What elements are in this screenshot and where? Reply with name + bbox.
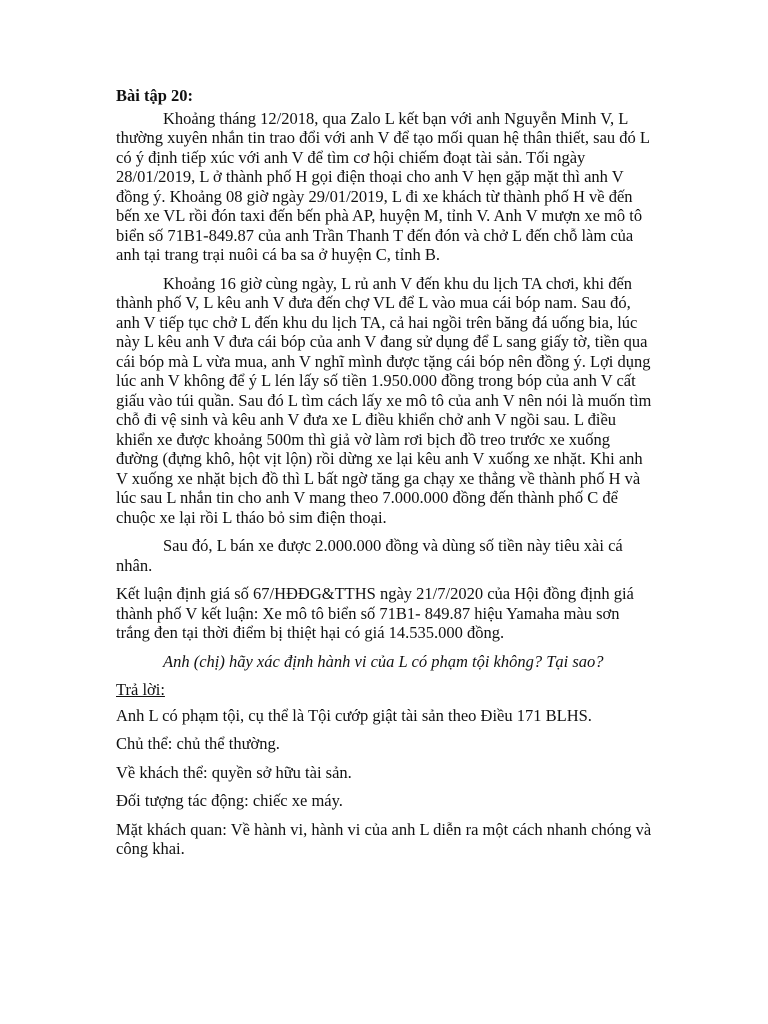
answer-line-1: Anh L có phạm tội, cụ thể là Tội cướp giật tài sản theo Điều 171 BLHS.: [116, 705, 592, 725]
answer-line-4: Đối tượng tác động: chiếc xe máy.: [116, 791, 343, 810]
case-paragraph-2: Khoảng 16 giờ cùng ngày, L rủ anh V đến khu du lịch TA chơi, khi đến thành phố V, L kêu anh V đưa đến chợ VL để L vào mua cái bóp nam. Sau đó, anh V tiếp tục chở L đến khu du lịch TA, cả hai ngồi trên băng đá uống bia, lúc này L kêu anh V đưa cái bóp của anh V đang sử dụng để L sang giấy tờ, tiền qua cái bóp mà L vừa mua, anh V nghĩ mình được tặng cái bóp nên đồng ý. Lợi dụng lúc anh V không để ý L lén lấy số tiền 1.950.000 đồng trong bóp của anh V cất giấu vào túi quần. Sau đó L tìm cách lấy xe mô tô của anh V nên nói là muốn tìm chỗ đi vệ sinh và kêu anh V đưa xe L điều khiển chở anh V ngồi sau. L điều khiển xe được khoảng 500m thì giả vờ làm rơi bịch đồ treo trước xe xuống đường (đựng khô, hột vịt lộn) rồi dừng xe lại kêu anh V xuống xe nhặt. Khi anh V xuống xe nhặt bịch đồ thì L bất ngờ tăng ga chạy xe thẳng về thành phố H và lúc sau L nhắn tin cho anh V mang theo 7.000.000 đồng đến thành phố C để chuộc xe lại rồi L tháo bỏ sim điện thoại.: [116, 273, 652, 527]
exercise-title: Bài tập 20:: [116, 86, 194, 105]
question-text: Anh (chị) hãy xác định hành vi của L có phạm tội không? Tại sao?: [163, 651, 604, 671]
case-paragraph-1: Khoảng tháng 12/2018, qua Zalo L kết bạn với anh Nguyễn Minh V, L thường xuyên nhắn tin trao đổi với anh V để tạo mối quan hệ thân thiết, sau đó L có ý định tiếp xúc với anh V để tìm cơ hội chiếm đoạt tài sản. Tối ngày 28/01/2019, L ở thành phố H gọi điện thoại cho anh V hẹn gặp mặt thì anh V đồng ý. Khoảng 08 giờ ngày 29/01/2019, L đi xe khách từ thành phố H về đến bến xe VL rồi đón taxi đến bến phà AP, huyện M, tỉnh V. Anh V mượn xe mô tô biển số 71B1-849.87 của anh Trần Thanh T đến đón và chở L đến chỗ làm của anh tại trang trại nuôi cá ba sa ở huyện C, tỉnh B.: [116, 108, 650, 264]
answer-heading: Trả lời:: [116, 680, 165, 699]
answer-line-2: Chủ thể: chủ thể thường.: [116, 734, 280, 753]
answer-line-3: Về khách thể: quyền sở hữu tài sản.: [116, 762, 352, 782]
valuation-conclusion: Kết luận định giá số 67/HĐĐG&TTHS ngày 21/7/2020 của Hội đồng định giá thành phố V kết luận: Xe mô tô biển số 71B1- 849.87 hiệu Yamaha màu sơn trắng đen tại thời điểm bị thiệt hại có giá 14.535.000 đồng.: [116, 584, 634, 642]
case-paragraph-3: Sau đó, L bán xe được 2.000.000 đồng và dùng số tiền này tiêu xài cá nhân.: [116, 536, 623, 575]
document-page: [116, 86, 656, 868]
answer-line-5: Mặt khách quan: Về hành vi, hành vi của anh L diễn ra một cách nhanh chóng và công khai.: [116, 819, 652, 858]
